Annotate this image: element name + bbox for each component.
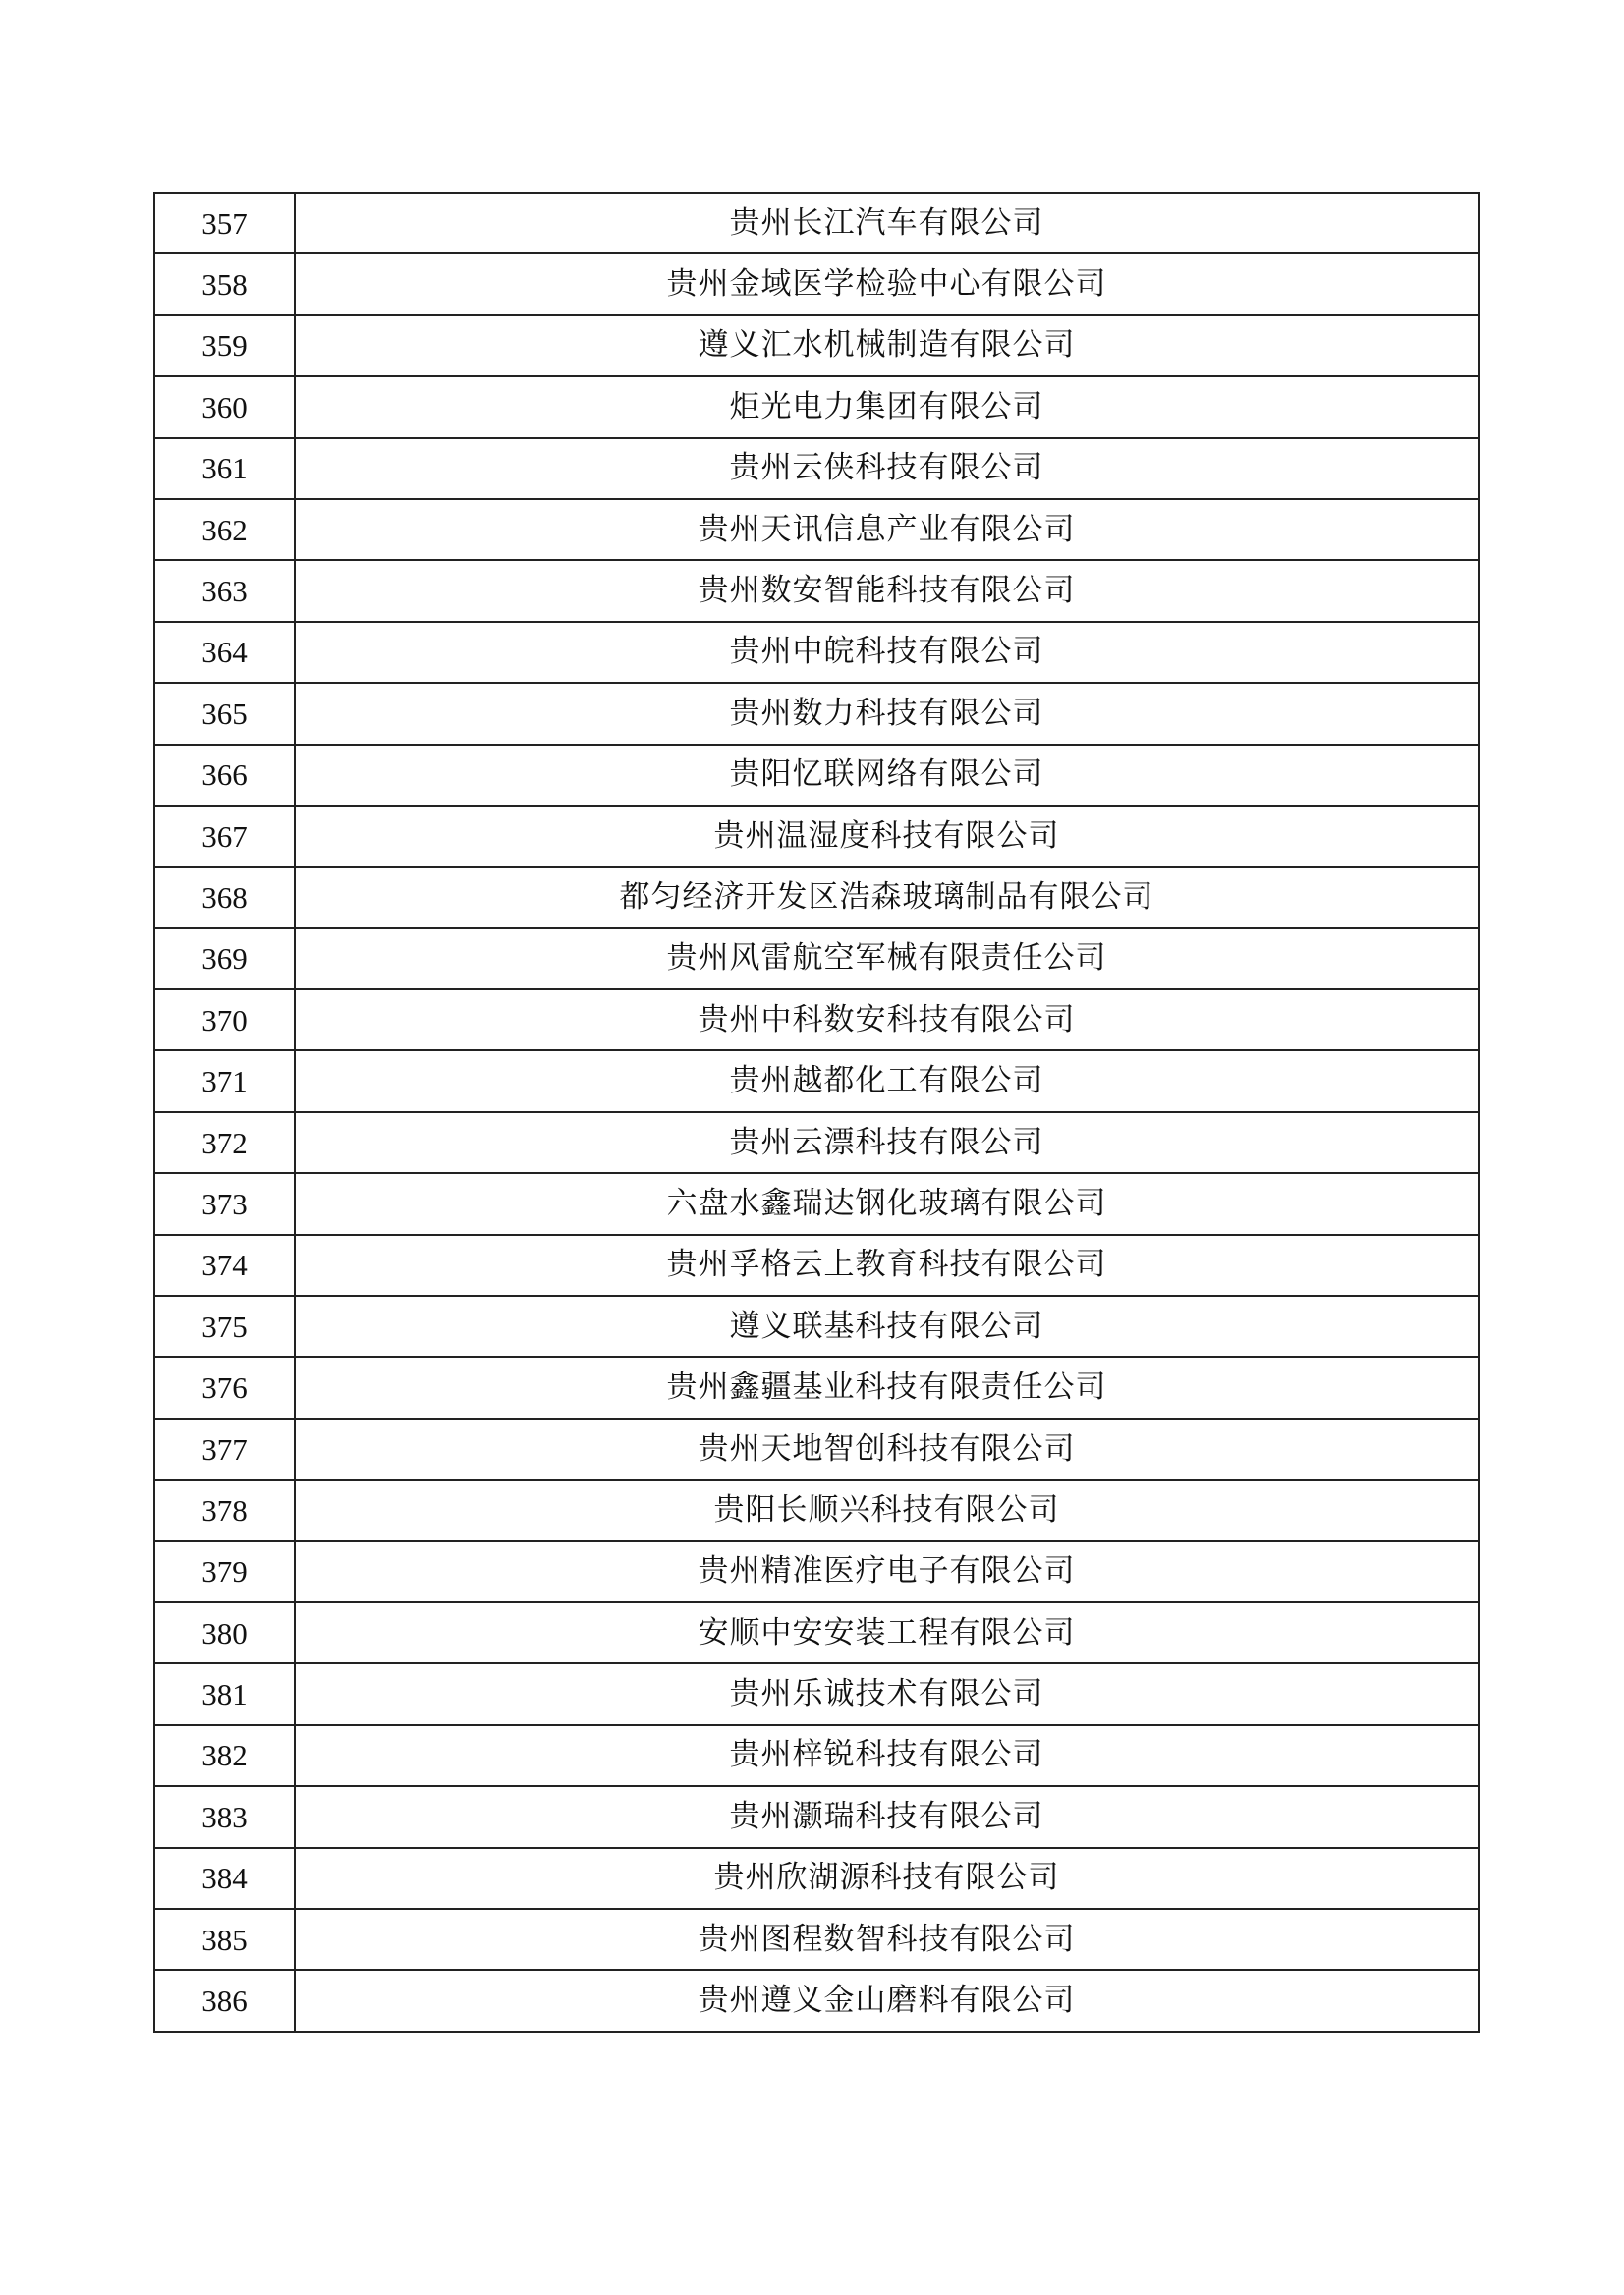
row-number-cell: 385 xyxy=(154,1909,295,1970)
table-row xyxy=(154,560,1479,621)
company-name-cell: 六盘水鑫瑞达钢化玻璃有限公司 xyxy=(295,1173,1479,1234)
company-name-cell: 遵义汇水机械制造有限公司 xyxy=(295,315,1479,376)
row-number-cell: 364 xyxy=(154,622,295,683)
row-number-cell: 380 xyxy=(154,1602,295,1663)
company-name-cell: 贵阳长顺兴科技有限公司 xyxy=(295,1480,1479,1540)
table-row xyxy=(154,928,1479,989)
row-number-cell: 362 xyxy=(154,499,295,560)
row-number-cell: 361 xyxy=(154,438,295,499)
row-number-cell: 365 xyxy=(154,683,295,744)
company-name-cell: 贵州孚格云上教育科技有限公司 xyxy=(295,1235,1479,1296)
company-name-cell: 炬光电力集团有限公司 xyxy=(295,376,1479,437)
row-number-cell: 377 xyxy=(154,1419,295,1480)
row-number-cell: 386 xyxy=(154,1970,295,2031)
table-row xyxy=(154,438,1479,499)
row-number-cell: 371 xyxy=(154,1050,295,1111)
company-name-cell: 贵州风雷航空军械有限责任公司 xyxy=(295,928,1479,989)
row-number-cell: 381 xyxy=(154,1663,295,1724)
row-number-cell: 360 xyxy=(154,376,295,437)
row-number-cell: 372 xyxy=(154,1112,295,1173)
row-number-cell: 358 xyxy=(154,253,295,314)
row-number-cell: 363 xyxy=(154,560,295,621)
company-name-cell: 贵州天地智创科技有限公司 xyxy=(295,1419,1479,1480)
table-row xyxy=(154,683,1479,744)
company-name-cell: 贵州欣湖源科技有限公司 xyxy=(295,1848,1479,1909)
company-list-body xyxy=(154,193,1479,2032)
row-number-cell: 375 xyxy=(154,1296,295,1357)
row-number-cell: 384 xyxy=(154,1848,295,1909)
table-row xyxy=(154,315,1479,376)
table-row xyxy=(154,193,1479,253)
table-row xyxy=(154,1419,1479,1480)
row-number-cell: 357 xyxy=(154,193,295,253)
company-name-cell: 遵义联基科技有限公司 xyxy=(295,1296,1479,1357)
table-row xyxy=(154,1602,1479,1663)
company-name-cell: 贵州金域医学检验中心有限公司 xyxy=(295,253,1479,314)
company-name-cell: 都匀经济开发区浩森玻璃制品有限公司 xyxy=(295,867,1479,927)
row-number-cell: 376 xyxy=(154,1357,295,1418)
table-row xyxy=(154,376,1479,437)
company-name-cell: 贵州中皖科技有限公司 xyxy=(295,622,1479,683)
row-number-cell: 370 xyxy=(154,989,295,1050)
row-number-cell: 366 xyxy=(154,745,295,806)
table-row xyxy=(154,1480,1479,1540)
company-name-cell: 贵州长江汽车有限公司 xyxy=(295,193,1479,253)
row-number-cell: 373 xyxy=(154,1173,295,1234)
company-name-cell: 贵州越都化工有限公司 xyxy=(295,1050,1479,1111)
company-name-cell: 贵州鑫疆基业科技有限责任公司 xyxy=(295,1357,1479,1418)
row-number-cell: 369 xyxy=(154,928,295,989)
table-row xyxy=(154,1235,1479,1296)
table-row xyxy=(154,1357,1479,1418)
company-name-cell: 贵州数力科技有限公司 xyxy=(295,683,1479,744)
table-row xyxy=(154,806,1479,867)
company-name-cell: 贵州图程数智科技有限公司 xyxy=(295,1909,1479,1970)
row-number-cell: 379 xyxy=(154,1541,295,1602)
table-row xyxy=(154,1725,1479,1786)
company-name-cell: 贵州梓锐科技有限公司 xyxy=(295,1725,1479,1786)
table-row xyxy=(154,1909,1479,1970)
row-number-cell: 382 xyxy=(154,1725,295,1786)
company-name-cell: 贵州天讯信息产业有限公司 xyxy=(295,499,1479,560)
company-name-cell: 贵州数安智能科技有限公司 xyxy=(295,560,1479,621)
row-number-cell: 383 xyxy=(154,1786,295,1847)
company-name-cell: 贵州云漂科技有限公司 xyxy=(295,1112,1479,1173)
table-row xyxy=(154,1663,1479,1724)
company-name-cell: 贵州温湿度科技有限公司 xyxy=(295,806,1479,867)
company-name-cell: 贵州精准医疗电子有限公司 xyxy=(295,1541,1479,1602)
row-number-cell: 374 xyxy=(154,1235,295,1296)
company-name-cell: 贵阳忆联网络有限公司 xyxy=(295,745,1479,806)
table-row xyxy=(154,1050,1479,1111)
table-row xyxy=(154,1970,1479,2031)
table-row xyxy=(154,1786,1479,1847)
table-row xyxy=(154,1112,1479,1173)
company-name-cell: 贵州中科数安科技有限公司 xyxy=(295,989,1479,1050)
row-number-cell: 378 xyxy=(154,1480,295,1540)
row-number-cell: 367 xyxy=(154,806,295,867)
table-row xyxy=(154,1296,1479,1357)
row-number-cell: 359 xyxy=(154,315,295,376)
table-row xyxy=(154,253,1479,314)
company-name-cell: 贵州云侠科技有限公司 xyxy=(295,438,1479,499)
table-row xyxy=(154,1848,1479,1909)
table-row xyxy=(154,499,1479,560)
table-row xyxy=(154,745,1479,806)
company-name-cell: 贵州灏瑞科技有限公司 xyxy=(295,1786,1479,1847)
company-list-table xyxy=(153,192,1480,2033)
company-name-cell: 安顺中安安装工程有限公司 xyxy=(295,1602,1479,1663)
table-row xyxy=(154,1173,1479,1234)
table-row xyxy=(154,867,1479,927)
table-row xyxy=(154,1541,1479,1602)
company-name-cell: 贵州遵义金山磨料有限公司 xyxy=(295,1970,1479,2031)
table-row xyxy=(154,622,1479,683)
company-name-cell: 贵州乐诚技术有限公司 xyxy=(295,1663,1479,1724)
row-number-cell: 368 xyxy=(154,867,295,927)
table-row xyxy=(154,989,1479,1050)
